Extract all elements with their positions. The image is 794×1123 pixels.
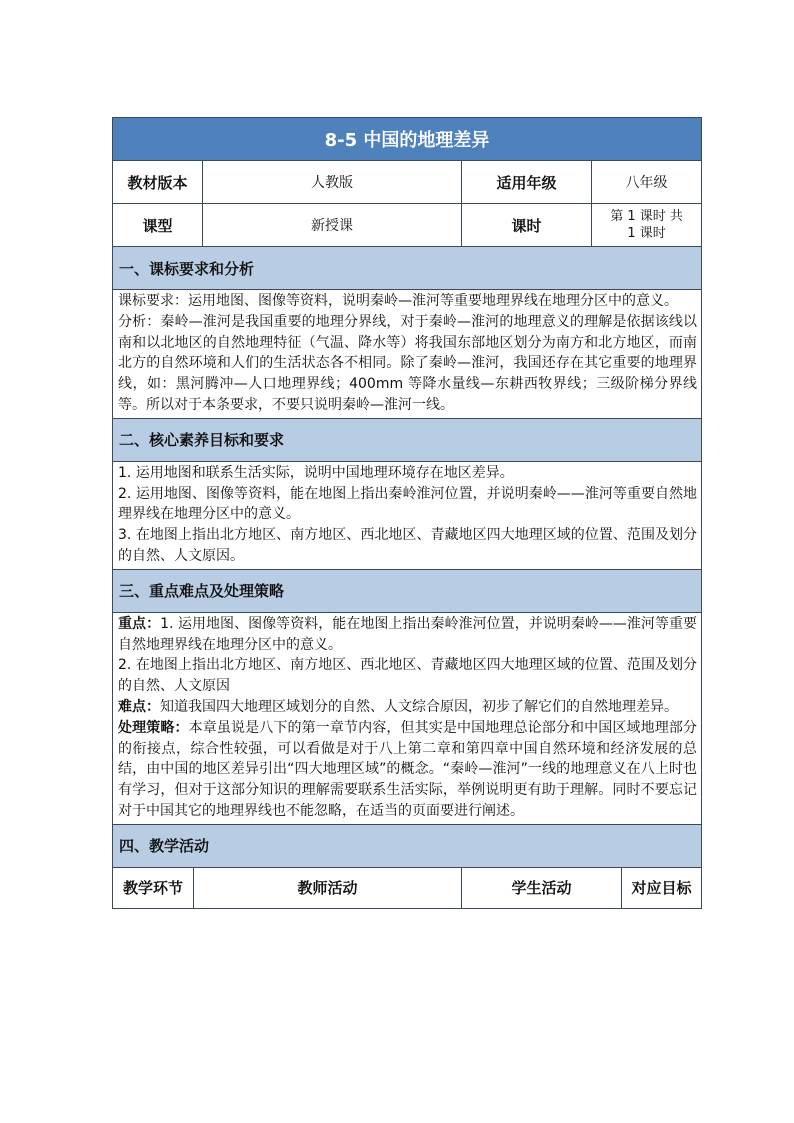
key-points-paragraph: 重点：1. 运用地图、图像等资料，能在地图上指出秦岭淮河位置，并说明秦岭——淮河等重要自然地理界线在地理分区中的意义。 <box>118 615 698 653</box>
section-3-header <box>113 569 702 612</box>
lesson-plan-document <box>112 117 701 909</box>
edition-value: 人教版 <box>203 161 462 204</box>
key-points-label: 重点： <box>118 615 161 632</box>
period-label: 课时 <box>462 204 592 247</box>
section-2-header <box>113 418 702 461</box>
activities-header-row <box>113 867 702 908</box>
difficulties-paragraph: 难点：知道我国四大地理区域划分的自然、人文综合原因，初步了解它们的自然地理差异。 <box>118 698 678 715</box>
meta-row-type <box>113 204 702 247</box>
lesson-plan-table <box>112 117 702 868</box>
period-value-line1: 第 1 课时 共 <box>610 209 683 224</box>
column-header-student: 学生活动 <box>462 867 622 908</box>
grade-value: 八年级 <box>592 161 702 204</box>
strategy-paragraph: 处理策略：本章虽说是八下的第一章节内容，但其实是中国地理总论部分和中国区域地理部分的衔接点，综合性较强，可以看做是对于八上第二章和第四章中国自然环境和经济发展的总结，由中国的地区差异引出“四大地理区域”的概念。“秦岭—淮河”一线的地理意义在八上时也有学习，但对于这部分知识的理解需要联系生活实际，举例说明更有助于理解。同时不要忘记对于中国其它的地理界线也不能忽略，在适当的页面要进行阐述。 <box>118 719 698 819</box>
list-item: 3. 在地图上指出北方地区、南方地区、西北地区、青藏地区四大地理区域的位置、范围及划分的自然、人文原因。 <box>118 527 698 564</box>
section-1-body <box>113 290 702 419</box>
section-1-header <box>113 247 702 290</box>
column-header-teacher: 教师活动 <box>194 867 462 908</box>
section-heading: 二、核心素养目标和要求 <box>113 418 702 461</box>
section-4-header <box>113 824 702 867</box>
section-heading: 四、教学活动 <box>113 824 702 867</box>
paragraph: 2. 在地图上指出北方地区、南方地区、西北地区、青藏地区四大地理区域的位置、范围及划分的自然、人文原因 <box>118 657 698 695</box>
paragraph: 课标要求：运用地图、图像等资料，说明秦岭—淮河等重要地理界线在地理分区中的意义。 <box>118 293 678 309</box>
edition-label: 教材版本 <box>113 161 203 204</box>
meta-row-edition <box>113 161 702 204</box>
period-value <box>592 204 702 247</box>
list-item: 2. 运用地图、图像等资料，能在地图上指出秦岭淮河位置，并说明秦岭——淮河等重要自然地理界线在地理分区中的意义。 <box>118 485 698 523</box>
section-2-body <box>113 461 702 569</box>
column-header-goal: 对应目标 <box>622 867 702 908</box>
list-item: 1. 运用地图和联系生活实际，说明中国地理环境存在地区差异。 <box>118 464 514 481</box>
type-value: 新授课 <box>203 204 462 247</box>
paragraph: 分析：秦岭—淮河是我国重要的地理分界线，对于秦岭—淮河的地理意义的理解是依据该线以南和以北地区的自然地理特征（气温、降水等）将我国东部地区划分为南方和北方地区，而南北方的自然环境和人们的生活状态各不相同。除了秦岭—淮河，我国还存在其它重要的地理界线，如：黑河腾冲—人口地理界线；400mm 等降水量线—东耕西牧界线；三级阶梯分界线等。所以对于本条要求，不要只说明秦岭—淮河一线。 <box>118 313 698 413</box>
title-row <box>113 118 702 161</box>
document-title: 8-5 中国的地理差异 <box>113 118 702 161</box>
period-value-line2: 1 课时 <box>627 226 666 241</box>
difficulties-label: 难点： <box>118 698 160 715</box>
section-heading: 一、课标要求和分析 <box>113 247 702 290</box>
section-heading: 三、重点难点及处理策略 <box>113 569 702 612</box>
strategy-label: 处理策略： <box>118 719 189 736</box>
grade-label: 适用年级 <box>462 161 592 204</box>
column-header-stage: 教学环节 <box>113 867 194 908</box>
activities-table <box>112 867 702 909</box>
section-3-body <box>113 612 702 824</box>
type-label: 课型 <box>113 204 203 247</box>
